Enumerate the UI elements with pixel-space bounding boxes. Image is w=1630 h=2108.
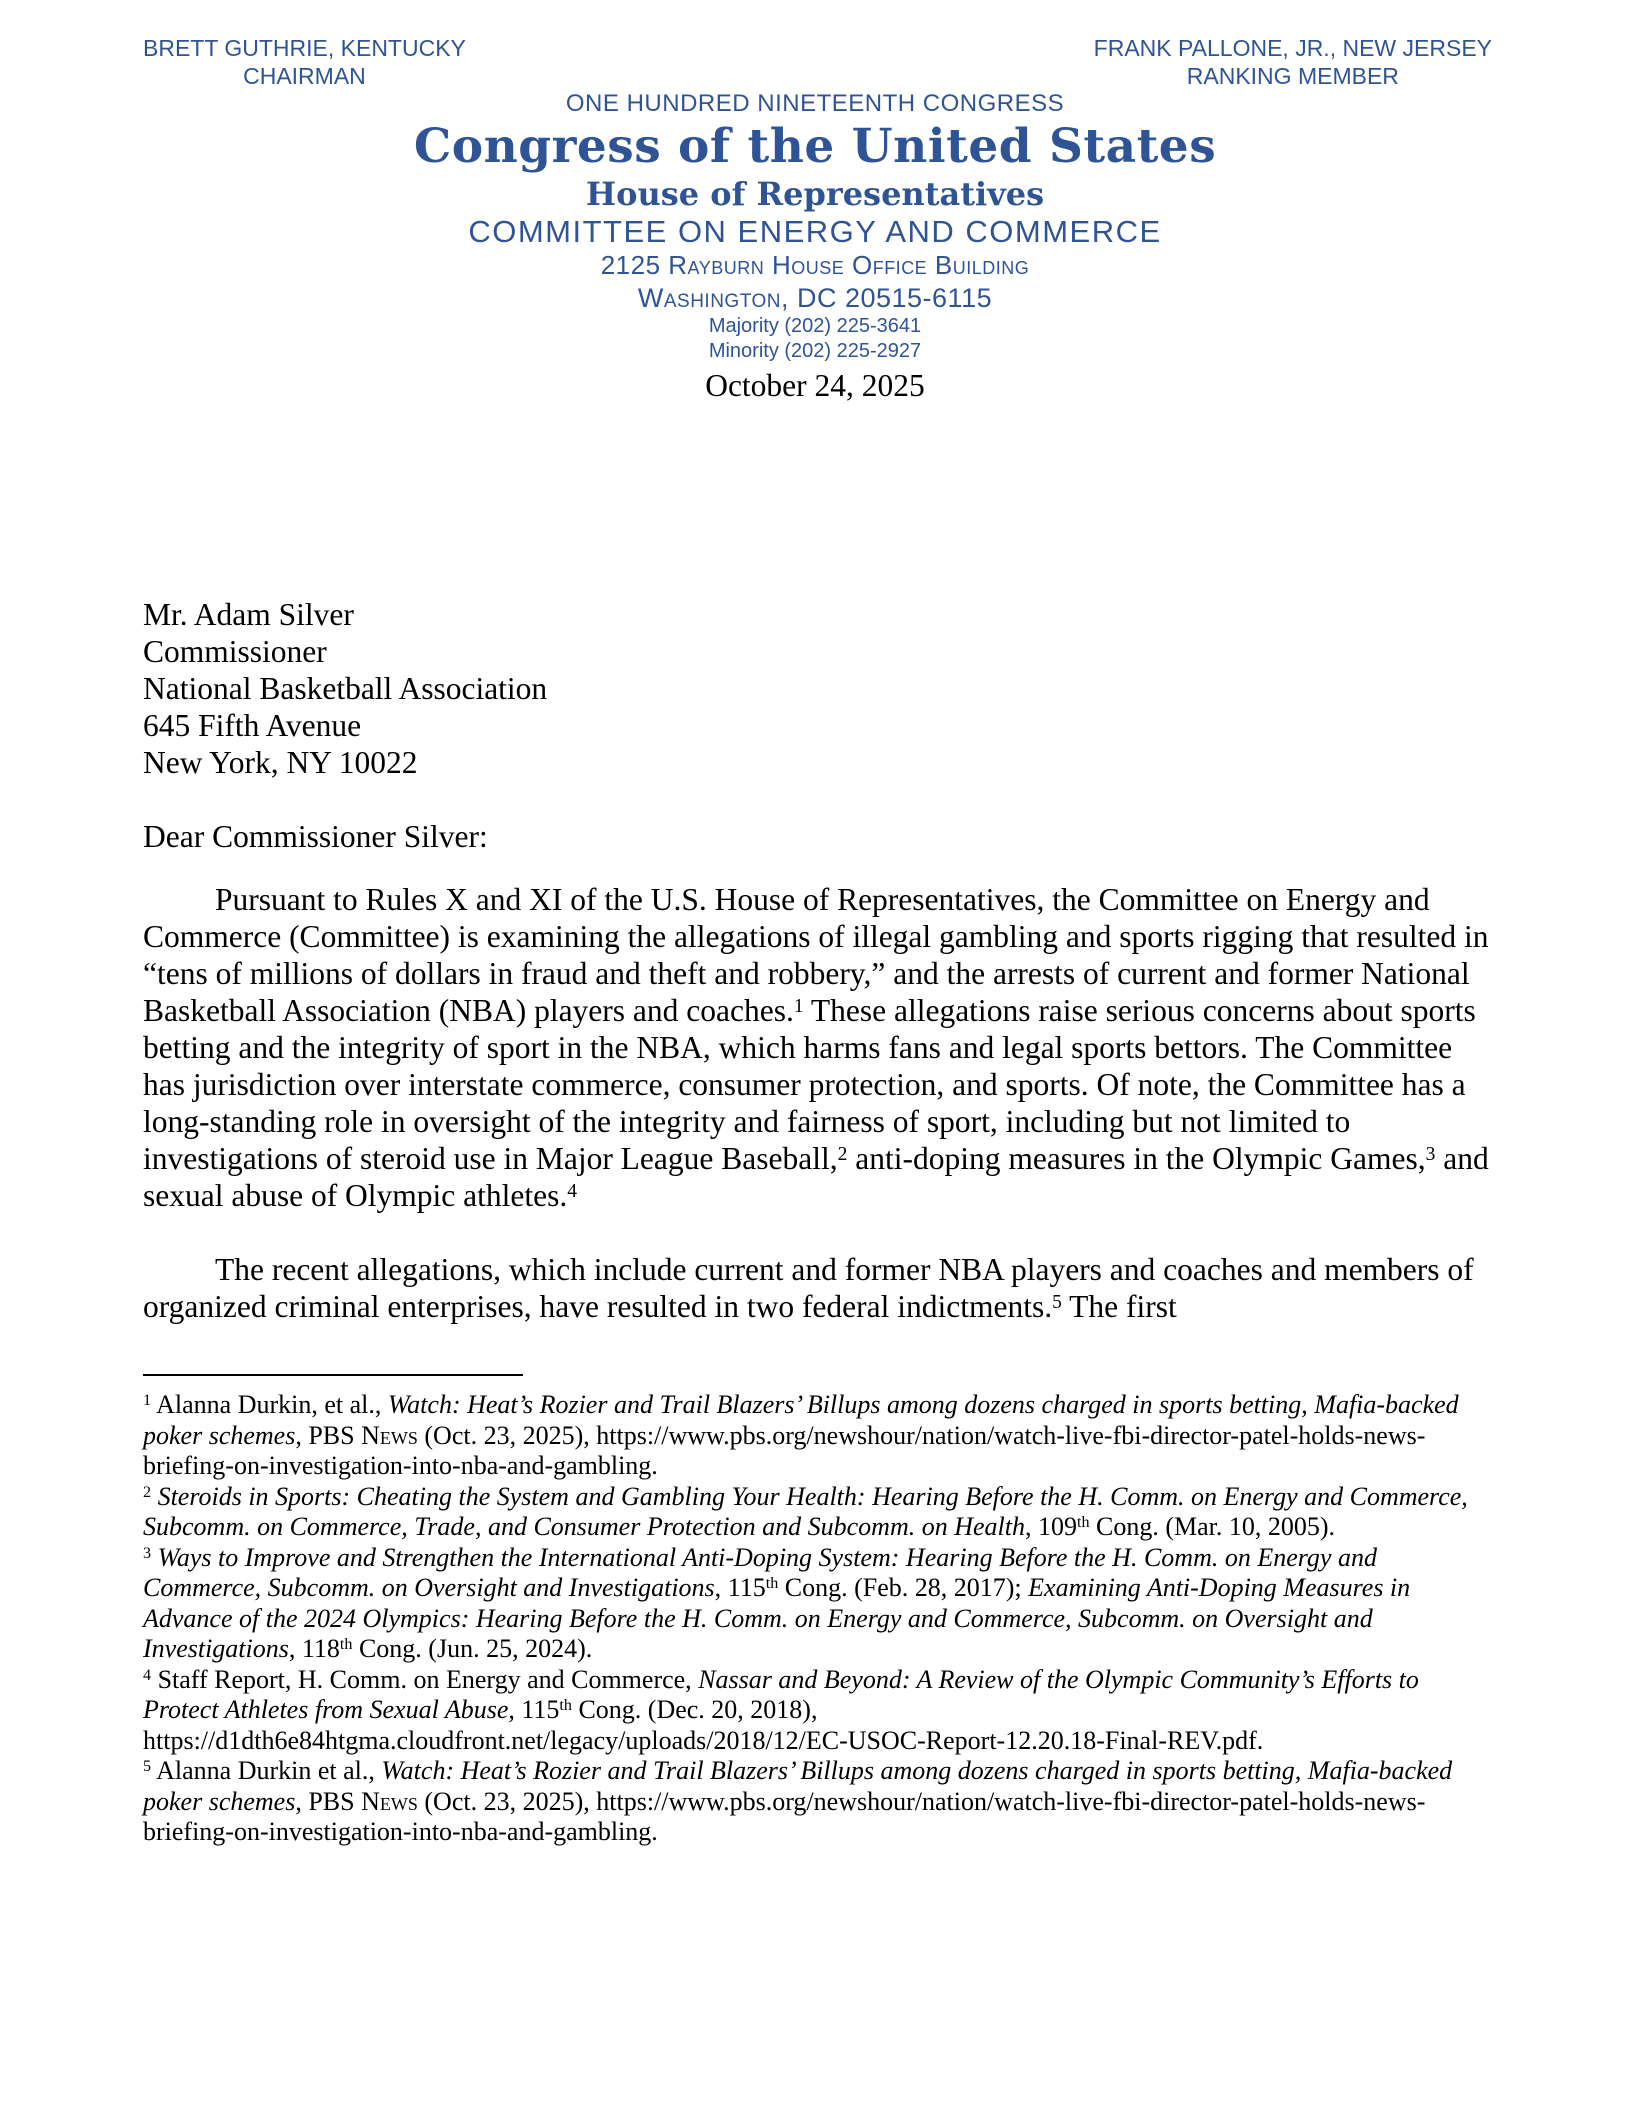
ranking-member-name: FRANK PALLONE, JR., NEW JERSEY: [1093, 35, 1492, 61]
text-run: 1: [793, 995, 804, 1017]
footnote-number: 3: [143, 1544, 152, 1562]
recipient-line: Mr. Adam Silver: [143, 597, 354, 633]
footnote: [143, 1756, 1490, 1848]
text-run: News: [361, 1420, 418, 1450]
letter-body: [0, 596, 1630, 1848]
minority-phone: Minority (202) 225-2927: [708, 340, 922, 363]
text-run: The recent allegations, which include current and former NBA players and coaches and members of organized criminal enterprises, have resulted in two federal indictments.: [143, 1252, 1474, 1325]
footnote: [143, 1665, 1490, 1757]
text-run: Steroids in Sports: Cheating the System and Gambling Your Health: Hearing Before the H. Comm. on Energy and Commerce, Subcomm. on Commerce, Trade, and Consumer Protection and Subcomm. on Health: [143, 1481, 1468, 1542]
text-run: Watch: Heat’s Rozier and Trail Blazers’ Billups among dozens charged in sports betting, Mafia-backed poker schemes: [143, 1756, 1453, 1816]
letter-paragraph: [143, 881, 1490, 1214]
text-run: anti-doping measures in the Olympic Games,: [847, 1141, 1426, 1177]
text-run: th: [339, 1636, 353, 1654]
text-run: Nassar and Beyond: A Review of the Olympic Community’s Efforts to Protect Athletes from Sexual Abuse,: [143, 1664, 1419, 1725]
footnotes-section: [143, 1374, 1490, 1848]
ranking-member-block: [1094, 34, 1492, 90]
text-run: These allegations raise serious concerns about sports betting and the integrity of sport in the NBA, which harms fans and legal sports bettors. The Committee has jurisdiction over interstate commerce, consumer protection, and sports. Of note, the Committee has a long-standing role in oversight of the integrity and fairness of sport, including but not limited to investigations of steroid use in Major League Baseball,: [143, 993, 1476, 1177]
letter-date: October 24, 2025: [705, 367, 925, 403]
text-run: News: [361, 1786, 418, 1816]
ranking-member-title: RANKING MEMBER: [1186, 63, 1399, 90]
letter-paragraphs: [143, 881, 1490, 1325]
chairman-block: [143, 34, 466, 90]
text-run: Cong. (Jun. 25, 2024).: [352, 1634, 593, 1664]
house-subtitle: House of Representatives: [585, 175, 1045, 214]
text-run: Cong. (Dec. 20, 2018), https://d1dth6e84htgma.cloudfront.net/legacy/uploads/2018/12/EC-USOC-Report-12.20.18-Final-REV.pdf.: [143, 1695, 1264, 1755]
text-run: Examining Anti-Doping Measures in Advance of the 2024 Olympics: Hearing Before the H. Comm. on Energy and Commerce, Subcomm. on Oversight and Investigations: [143, 1573, 1411, 1664]
footnote-number: 2: [143, 1483, 152, 1501]
footnote-number: 1: [143, 1392, 152, 1410]
congress-session-line: ONE HUNDRED NINETEENTH CONGRESS: [565, 90, 1065, 118]
letterhead-top-row: [0, 34, 1630, 90]
text-run: 4: [567, 1180, 578, 1202]
chairman-title: CHAIRMAN: [243, 63, 366, 90]
recipient-line: New York, NY 10022: [143, 745, 418, 781]
recipient-line: Commissioner: [143, 634, 327, 670]
text-run: 115: [514, 1695, 560, 1725]
text-run: th: [559, 1697, 572, 1715]
text-run: Alanna Durkin et al.,: [156, 1756, 382, 1786]
committee-name: COMMITTEE ON ENERGY AND COMMERCE: [468, 213, 1162, 249]
text-run: (Oct. 23, 2025), https://www.pbs.org/newshour/nation/watch-live-fbi-director-patel-holds-news-briefing-on-investigation-into-nba-and-gambling.: [143, 1786, 1426, 1847]
city-address-line: Washington, DC 20515-6115: [637, 282, 993, 313]
recipient-line: 645 Fifth Avenue: [143, 708, 362, 744]
text-run: , 109: [1024, 1512, 1077, 1542]
letter-paragraph: [143, 1251, 1490, 1325]
text-run: 3: [1425, 1143, 1436, 1165]
chairman-name: BRETT GUTHRIE, KENTUCKY: [143, 35, 466, 61]
footnote-separator: [143, 1374, 523, 1376]
text-run: Cong. (Mar. 10, 2005).: [1089, 1512, 1336, 1542]
recipient-line: National Basketball Association: [143, 671, 548, 707]
office-address-line: 2125 Rayburn House Office Building: [600, 250, 1030, 281]
text-run: Watch: Heat’s Rozier and Trail Blazers’ Billups among dozens charged in sports betting, Mafia-backed poker schemes: [143, 1390, 1459, 1450]
footnote: [143, 1390, 1490, 1482]
text-run: , 118: [288, 1634, 340, 1664]
text-run: Pursuant to Rules X and XI of the U.S. House of Representatives, the Committee on Energy and Commerce (Committee) is examining the allegations of illegal gambling and sports rigging that resulted in “tens of millions of dollars in fraud and theft and robbery,” and the arrests of current and former National Basketball Association (NBA) players and coaches.: [143, 882, 1489, 1029]
text-run: th: [1076, 1514, 1090, 1532]
salutation: Dear Commissioner Silver:: [143, 819, 488, 855]
text-run: 2: [837, 1143, 848, 1165]
footnote-number: 4: [143, 1666, 152, 1684]
text-run: (Oct. 23, 2025), https://www.pbs.org/newshour/nation/watch-live-fbi-director-patel-holds-news-briefing-on-investigation-into-nba-and-gambling.: [143, 1420, 1426, 1481]
text-run: Staff Report, H. Comm. on Energy and Commerce,: [157, 1664, 699, 1694]
recipient-block: [143, 596, 1490, 781]
text-run: , 115: [714, 1573, 766, 1603]
text-run: 5: [1052, 1291, 1062, 1313]
text-run: Cong. (Feb. 28, 2017);: [778, 1573, 1029, 1603]
text-run: and sexual abuse of Olympic athletes.: [143, 1141, 1489, 1214]
text-run: , PBS: [295, 1420, 362, 1450]
majority-phone: Majority (202) 225-3641: [708, 314, 922, 337]
footnote: [143, 1543, 1490, 1665]
letterhead: [0, 34, 1630, 365]
text-run: The first: [1061, 1289, 1177, 1325]
text-run: , PBS: [295, 1786, 362, 1816]
text-run: Ways to Improve and Strengthen the International Anti-Doping System: Hearing Before the H. Comm. on Energy and Commerce, Subcomm. on Oversight and Investigations: [143, 1542, 1377, 1603]
footnotes-list: [143, 1390, 1490, 1848]
footnote-number: 5: [143, 1758, 152, 1776]
text-run: Alanna Durkin, et al.,: [156, 1390, 388, 1420]
text-run: th: [765, 1575, 779, 1593]
footnote: [143, 1482, 1490, 1543]
congress-title: Congress of the United States: [413, 118, 1217, 174]
